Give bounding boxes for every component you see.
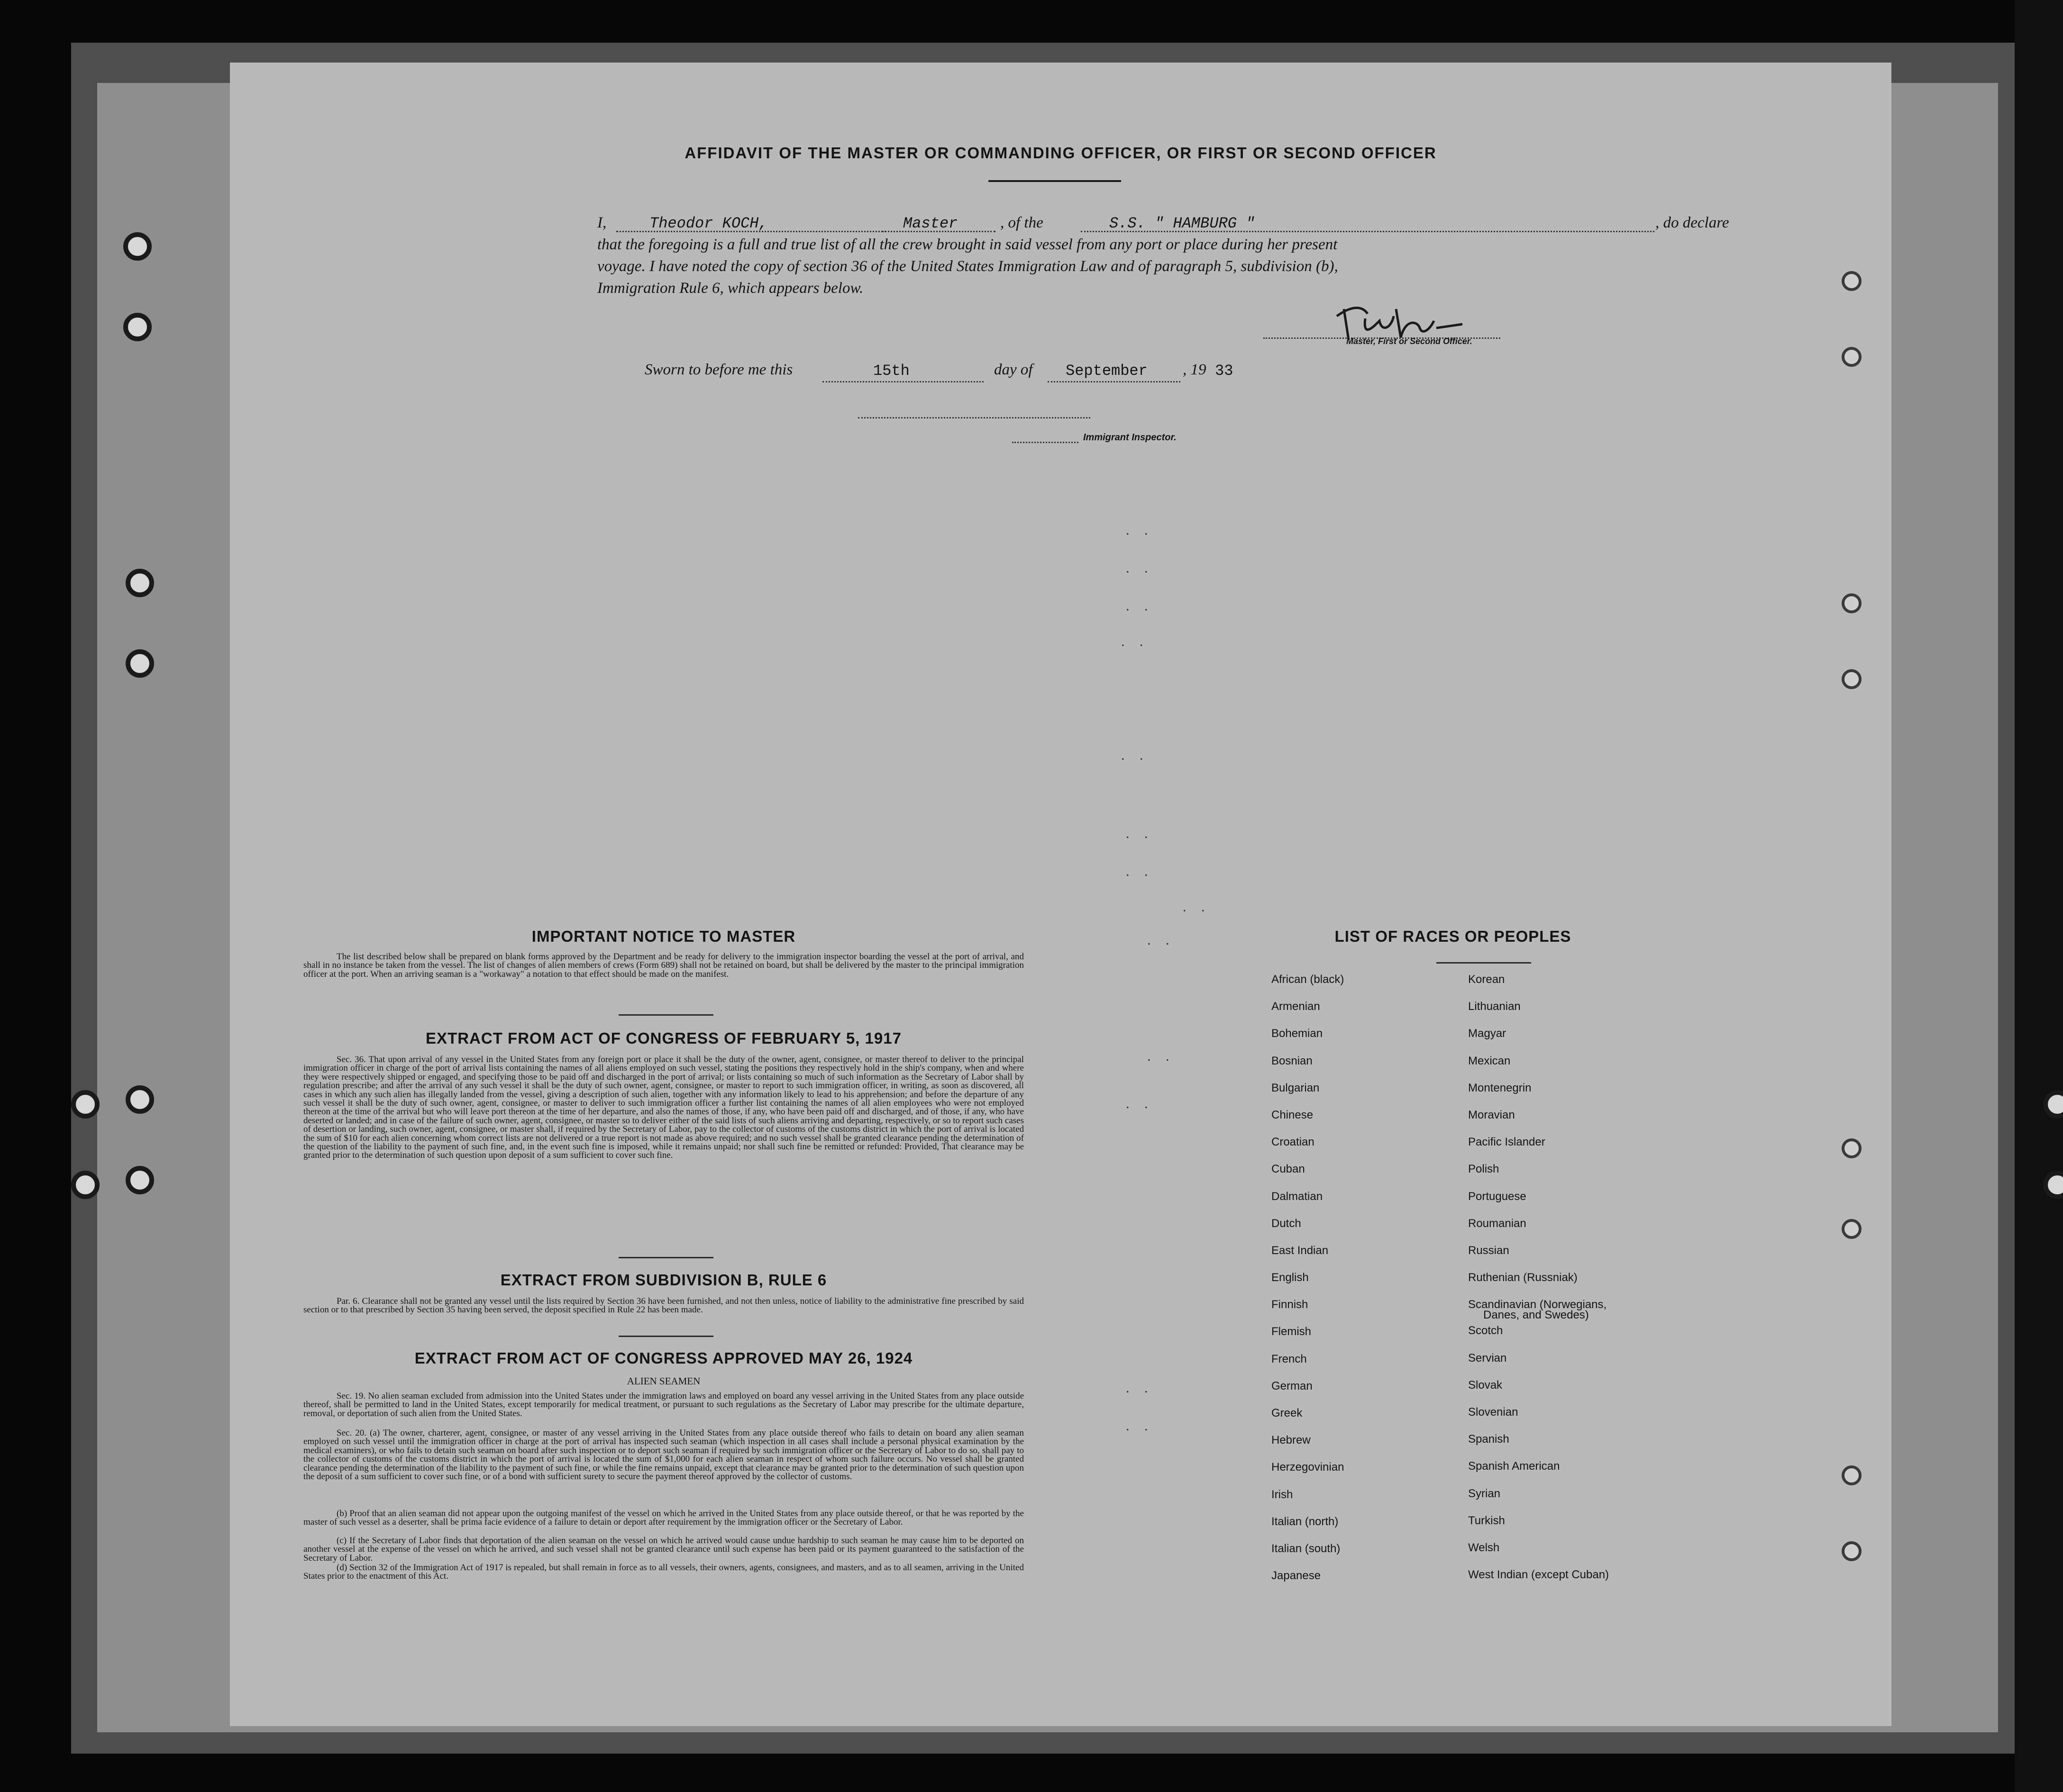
punch-hole — [1842, 1219, 1862, 1239]
race-item: Magyar — [1468, 1027, 1506, 1040]
race-item: Spanish American — [1468, 1460, 1560, 1473]
race-item: Irish — [1271, 1488, 1293, 1501]
races-left-column — [1271, 973, 1344, 1596]
section-rule — [619, 1014, 713, 1016]
inspector-sig-line — [858, 417, 1090, 418]
race-item: Scotch — [1468, 1324, 1503, 1337]
extract-rule6-text: Par. 6. Clearance shall not be granted any vessel until the lists required by Section 36 have been furnished, and not then unless, notice of liability to the administrative fine prescribed by said section or to that prescribed by Section 35 having been served, the deposit specified in Rule 22 has been made. — [303, 1296, 1024, 1315]
binder-hole — [123, 232, 152, 261]
race-item: Montenegrin — [1468, 1081, 1532, 1094]
binder-hole — [71, 1171, 100, 1199]
bleed-marks: . . — [1126, 1418, 1154, 1434]
sworn-prefix: Sworn to before me this — [645, 361, 793, 378]
notice-text: The list described below shall be prepared on blank forms approved by the Department and be ready for delivery to the immigration inspector boarding the vessel at the port of arrival, and shall in no instance be taken from the vessel. The list of changes of alien members of crews (Form 689) shall not be retained on board, but shall be delivered by the master to the principal immigration officer at the port. When an arriving seaman is a "workaway" a notation to that effect should be made on the manifest. — [303, 952, 1024, 979]
scan-edge — [2015, 0, 2063, 1792]
race-item: Croatian — [1271, 1136, 1314, 1149]
sworn-year: 33 — [1215, 362, 1233, 380]
extract-1917-heading: EXTRACT FROM ACT OF CONGRESS OF FEBRUARY 5, 1917 — [426, 1029, 902, 1047]
race-item: English — [1271, 1271, 1309, 1284]
master-rank: Master — [903, 215, 958, 232]
extract-1924-sec20c: (c) If the Secretary of Labor finds that deportation of the alien seaman on the vessel on which he arrived would cause undue hardship to such seaman he may cause him to be deported on another vessel at the expense of the vessel on which he arrived, and such vessel shall not be granted clearance until such expense has been paid or its payment guaranteed to the satisfaction of the Secretary of Labor. — [303, 1536, 1024, 1563]
race-item: Greek — [1271, 1407, 1303, 1419]
race-item: German — [1271, 1379, 1313, 1392]
punch-hole — [1842, 1138, 1862, 1158]
fill-line — [882, 231, 995, 232]
extract-rule6-heading: EXTRACT FROM SUBDIVISION B, RULE 6 — [500, 1271, 827, 1289]
inspector-caption: Immigrant Inspector. — [1083, 432, 1177, 443]
race-item: Portuguese — [1468, 1190, 1526, 1203]
binder-hole — [71, 1090, 100, 1119]
fill-line — [616, 231, 886, 232]
extract-1924-sec19: Sec. 19. No alien seaman excluded from admission into the United States under the immigration laws and employed on board any vessel arriving in the United States from any place outside thereof, shall be permitted to land in the United States, except temporarily for medical treatment, or pursuant to such regulations as the Secretary of Labor may prescribe for the ultimate departure, removal, or deportation of such alien from the United States. — [303, 1391, 1024, 1419]
section-rule — [619, 1336, 713, 1337]
race-item: Bulgarian — [1271, 1081, 1320, 1094]
race-item: Japanese — [1271, 1569, 1321, 1583]
race-item: Finnish — [1271, 1298, 1308, 1311]
fill-line — [1081, 231, 1654, 232]
extract-1917-text: Sec. 36. That upon arrival of any vessel in the United States from any foreign port or place it shall be the duty of the owner, agent, consignee, or master thereof to deliver to the principal immigration officer in charge of the port of arrival lists containing the names of all aliens employed on such vessel, stating the positions they respectively hold in the ship's company, when and where they were respectively shipped or engaged, and specifying those to be paid off and discharged in the port of arrival; or lists containing so much of such information as the Secretary of Labor shall by regulation prescribe; and after the arrival of any such vessel it shall be the duty of such owner, agent, consignee, or master to report to such immigration officer, in writing, as soon as discovered, all cases in which any such alien has illegally landed from the vessel, giving a description of such alien, together with any information likely to lead to his apprehension; and before the departure of any such vessel it shall be the duty of such owner, agent, consignee, or master to deliver to such immigration officer a further list containing the names of all alien employees who were not employed thereon at the time of the arrival but who will leave port thereon at the time of her departure, and also the names of those, if any, who have been paid off and discharged, and of those, if any, who have deserted or landed; and in case of the failure of such owner, agent, consignee, or master so to deliver either of the said lists of such aliens arriving and departing, respectively, or so to report such cases of desertion or landing, such owner, agent, consignee, or master shall, if required by the Secretary of Labor, pay to the collector of customs of the customs district in which the port of arrival is located the sum of $10 for each alien concerning whom correct lists are not delivered or a true report is not made as above required; and no such vessel shall be granted clearance pending the determination of the question of the liability to the payment of such fine, and, in the event such fine is imposed, while it remains unpaid; nor shall such fine be remitted or refunded: Provided, That clearance may be granted prior to the determination of such question upon deposit of a sum sufficient to cover such fine. — [303, 1055, 1024, 1161]
extract-1924-sec20a: Sec. 20. (a) The owner, charterer, agent, consignee, or master of any vessel arriving in the United States from any place outside thereof who fails to detain on board any alien seaman employed on such vessel until the immigration officer in charge at the port of arrival has inspected such seaman (which inspection in all cases shall include a personal physical examination by the medical examiners), or who fails to detain such seaman on board after such inspection or to deport such seaman if required by such immigration officer or the Secretary of Labor to do so, shall pay to the collector of customs of the customs district in which the port of arrival is located the sum of $1,000 for each alien seaman in respect of whom such failure occurs. No vessel shall be granted clearance pending the determination of the liability to the payment of such fine, or while the fine remains unpaid, except that clearance may be granted prior to the determination of such question upon the deposit of a sum sufficient to cover such fine, or of a bond with sufficient surety to secure the payment thereof approved by the collector of customs. — [303, 1428, 1024, 1482]
race-item: African (black) — [1271, 973, 1344, 986]
race-item: Mexican — [1468, 1054, 1511, 1067]
notice-heading: IMPORTANT NOTICE TO MASTER — [531, 928, 796, 945]
race-item: East Indian — [1271, 1244, 1329, 1257]
race-item: Polish — [1468, 1163, 1499, 1176]
binder-hole — [126, 1085, 154, 1114]
races-right-column — [1468, 973, 1609, 1595]
race-item: Russian — [1468, 1244, 1509, 1257]
race-item: Dutch — [1271, 1217, 1301, 1230]
extract-1924-subheading: ALIEN SEAMEN — [627, 1375, 701, 1387]
extract-1924-sec20b: (b) Proof that an alien seaman did not appear upon the outgoing manifest of the vessel on which he arrived in the United States from any place outside thereof, or that he was reported by the master of such vessel as a deserter, shall be prima facie evidence of a failure to detain or deport after requirement by the immigration officer or the Secretary of Labor. — [303, 1509, 1024, 1528]
bleed-marks: . . — [1126, 826, 1154, 841]
race-item: Armenian — [1271, 1000, 1320, 1013]
decl-line-2: that the foregoing is a full and true list of all the crew brought in said vessel from any port or place during her present — [597, 236, 1338, 253]
race-item: Danes, and Swedes) — [1483, 1309, 1589, 1322]
race-item: Korean — [1468, 973, 1505, 986]
race-item: Slovak — [1468, 1378, 1503, 1392]
manifest-page — [230, 63, 1891, 1726]
race-item: Dalmatian — [1271, 1190, 1323, 1203]
race-item: Bosnian — [1271, 1054, 1313, 1067]
race-item: Chinese — [1271, 1108, 1314, 1121]
bleed-marks: . . — [1147, 1048, 1175, 1064]
bleed-marks: . . — [1126, 522, 1154, 538]
bleed-marks: . . — [1126, 560, 1154, 576]
race-item: Welsh — [1468, 1541, 1500, 1554]
race-item: Flemish — [1271, 1325, 1312, 1338]
bleed-marks: . . — [1126, 1096, 1154, 1111]
binder-hole — [126, 1166, 154, 1194]
punch-hole — [1842, 1465, 1862, 1485]
race-item: Moravian — [1468, 1108, 1515, 1121]
race-item: Cuban — [1271, 1163, 1305, 1176]
binder-hole — [123, 313, 152, 341]
bleed-marks: . . — [1126, 864, 1154, 879]
sworn-line — [645, 361, 793, 379]
bleed-marks: . . — [1126, 1380, 1154, 1396]
title-rule — [988, 180, 1121, 182]
signature-caption: Master, First or Second Officer. — [1346, 337, 1472, 346]
races-rule — [1436, 962, 1531, 964]
bleed-marks: . . — [1126, 598, 1154, 614]
punch-hole — [1842, 271, 1862, 291]
decl-of-the: , of the — [1000, 214, 1043, 231]
decl-line-4: Immigration Rule 6, which appears below. — [597, 280, 864, 297]
race-item: Bohemian — [1271, 1027, 1323, 1040]
races-heading: LIST OF RACES OR PEOPLES — [1334, 928, 1571, 945]
extract-1924-heading: EXTRACT FROM ACT OF CONGRESS APPROVED MAY 26, 1924 — [414, 1349, 913, 1367]
sworn-year-prefix: , 19 — [1183, 361, 1206, 378]
race-item: Servian — [1468, 1351, 1507, 1364]
decl-i: I, — [597, 214, 607, 231]
punch-hole — [1842, 669, 1862, 689]
race-item: Lithuanian — [1468, 1000, 1521, 1013]
punch-hole — [1842, 593, 1862, 613]
race-item: Scandinavian (Norwegians, — [1468, 1298, 1607, 1311]
sworn-day-of: day of — [994, 361, 1033, 378]
race-item: Roumanian — [1468, 1217, 1526, 1230]
bleed-marks: . . — [1121, 747, 1149, 763]
fill-line — [1048, 381, 1180, 382]
section-rule — [619, 1257, 713, 1258]
race-item: Ruthenian (Russniak) — [1468, 1271, 1578, 1284]
sworn-day: 15th — [873, 362, 910, 380]
decl-do-declare: , do declare — [1655, 214, 1729, 231]
fill-line — [822, 381, 984, 382]
binder-hole — [126, 569, 154, 597]
declaration — [597, 212, 1747, 299]
decl-line-3: voyage. I have noted the copy of section 36 of the United States Immigration Law and of paragraph 5, subdivision (b), — [597, 258, 1338, 275]
race-item: Syrian — [1468, 1487, 1501, 1500]
vessel-name: S.S. " HAMBURG " — [1109, 215, 1255, 232]
race-item: Italian (south) — [1271, 1542, 1341, 1555]
bleed-marks: . . — [1147, 932, 1175, 948]
sworn-month: September — [1066, 362, 1148, 380]
affidavit-title: AFFIDAVIT OF THE MASTER OR COMMANDING OFFICER, OR FIRST OR SECOND OFFICER — [685, 144, 1437, 162]
race-item: West Indian (except Cuban) — [1468, 1568, 1609, 1582]
extract-1924-sec20d: (d) Section 32 of the Immigration Act of 1917 is repealed, but shall remain in force as to all vessels, their owners, agents, consignees, and masters, and as to all seamen, arriving in the United States prior to the enactment of this Act. — [303, 1563, 1024, 1582]
punch-hole — [1842, 1541, 1862, 1561]
race-item: Turkish — [1468, 1514, 1505, 1527]
master-name: Theodor KOCH, — [649, 215, 768, 232]
race-item: Hebrew — [1271, 1434, 1311, 1447]
race-item: French — [1271, 1352, 1307, 1365]
race-item: Slovenian — [1468, 1406, 1518, 1419]
race-item: Italian (north) — [1271, 1515, 1339, 1528]
race-item: Herzegovinian — [1271, 1461, 1344, 1474]
race-item: Spanish — [1468, 1433, 1509, 1446]
punch-hole — [1842, 347, 1862, 367]
bleed-marks: . . — [1183, 899, 1211, 915]
bleed-marks: . . — [1121, 634, 1149, 649]
binder-hole — [126, 649, 154, 678]
race-item: Pacific Islander — [1468, 1136, 1545, 1149]
inspector-line — [1012, 442, 1078, 443]
